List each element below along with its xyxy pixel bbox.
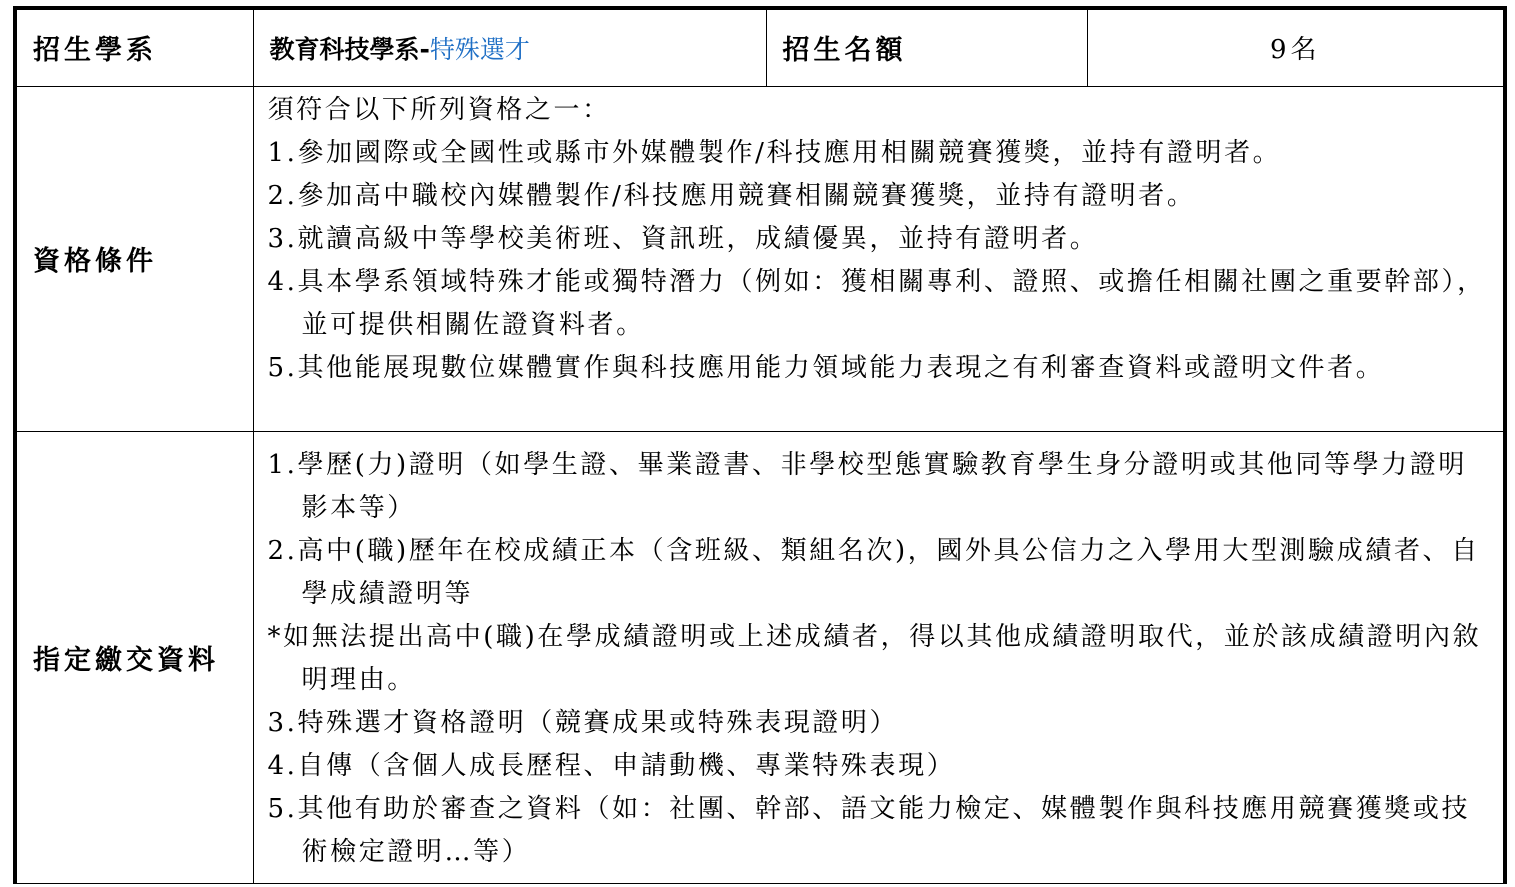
qualifications-row [15,86,1505,431]
qualifications-content [253,86,1505,431]
dept-name-cell [253,8,766,86]
admission-document [13,6,1503,887]
qualification-item: 4.具本學系領域特殊才能或獨特潛力（例如：獲相關專利、證照、或擔任相關社團之重要幹部），並可提供相關佐證資料者。 [267,266,1486,340]
qualifications-label: 資格條件 [15,86,253,431]
dept-separator: - [419,34,430,64]
document-item: 2.高中(職)歷年在校成績正本（含班級、類組名次)，國外具公信力之入學用大型測驗成績者、自學成績證明等 [267,535,1480,609]
qualification-item: 1.參加國際或全國性或縣市外媒體製作/科技應用相關競賽獲獎，並持有證明者。 [267,137,1282,168]
document-item: 4.自傳（含個人成長歷程、申請動機、專業特殊表現） [267,750,956,781]
dept-name: 教育科技學系 [269,34,420,64]
document-item: 3.特殊選才資格證明（競賽成果或特殊表現證明） [267,707,899,738]
qualifications-intro: 須符合以下所列資格之一： [267,94,611,125]
quota-value: 9名 [1087,8,1505,86]
header-row [15,8,1505,86]
document-item: 1.學歷(力)證明（如學生證、畢業證書、非學校型態實驗教育學生身分證明或其他同等學力證明影本等） [267,449,1467,523]
qualification-item: 5.其他能展現數位媒體實作與科技應用能力領域能力表現之有利審查資料或證明文件者。 [267,352,1385,383]
documents-label: 指定繳交資料 [15,431,253,883]
dept-label: 招生學系 [15,8,253,86]
document-note: *如無法提出高中(職)在學成績證明或上述成績者，得以其他成績證明取代，並於該成績證明內敘明理由。 [267,621,1482,695]
documents-row [15,431,1505,883]
qualification-item: 2.參加高中職校內媒體製作/科技應用競賽相關競賽獲獎，並持有證明者。 [267,180,1196,211]
qualification-item: 3.就讀高級中等學校美術班、資訊班，成績優異，並持有證明者。 [267,223,1099,254]
admission-table [13,6,1507,884]
dept-track: 特殊選才 [429,34,530,64]
document-item: 5.其他有助於審查之資料（如：社團、幹部、語文能力檢定、媒體製作與科技應用競賽獲獎或技術檢定證明…等） [267,793,1471,867]
quota-label: 招生名額 [766,8,1087,86]
documents-content [253,431,1505,883]
